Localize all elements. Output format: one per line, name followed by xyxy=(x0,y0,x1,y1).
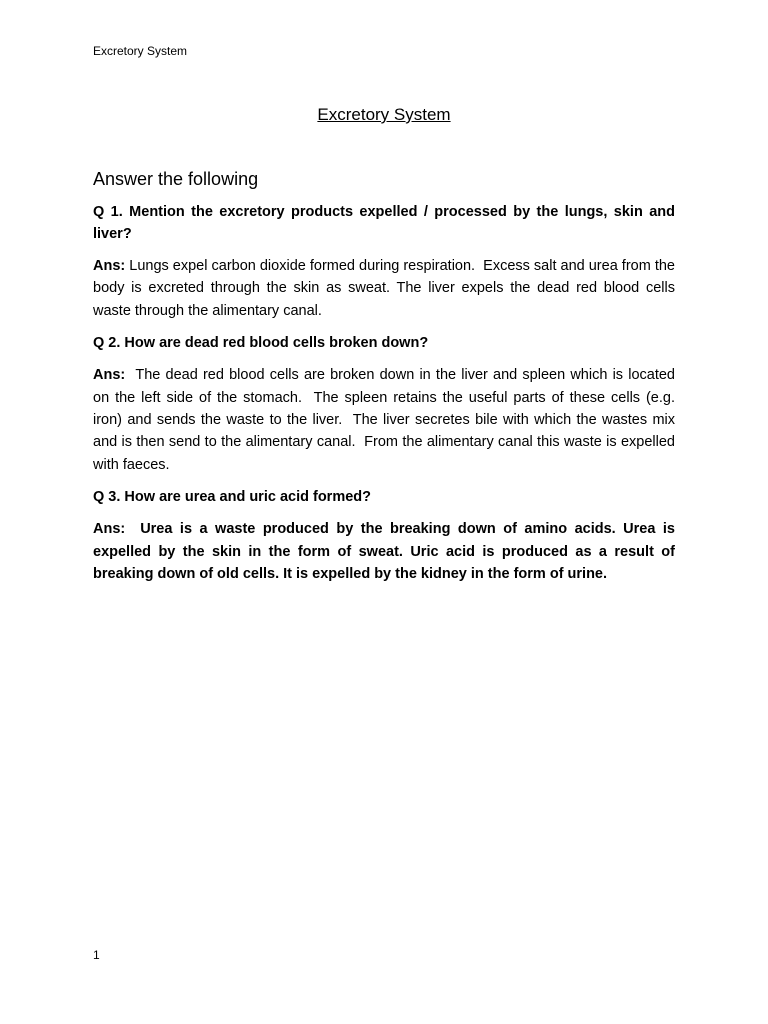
running-header: Excretory System xyxy=(93,44,188,58)
document-body xyxy=(93,167,680,595)
answer-1 xyxy=(93,255,680,322)
answer-label: Ans: xyxy=(93,521,126,538)
question-3: Q 3. How are urea and uric acid formed? xyxy=(93,489,371,506)
answer-label: Ans: xyxy=(93,258,126,274)
question-2: Q 2. How are dead red blood cells broken down? xyxy=(93,335,429,352)
answer-3 xyxy=(93,518,680,585)
section-heading: Answer the following xyxy=(93,169,259,189)
answer-text: The dead red blood cells are broken down in the liver and spleen which is located on the left side of the stomach. The spleen retains the useful parts of these cells (e.g. iron) and sends the waste to the liver. The liver secretes bile with which the wastes mix and is then send to the alimentary canal. From the alimentary canal this waste is expelled with faeces. xyxy=(93,367,680,473)
document-title: Excretory System xyxy=(317,105,451,124)
answer-text: Lungs expel carbon dioxide formed during respiration. Excess salt and urea from the body is excreted through the skin as sweat. The liver expels the dead red blood cells waste through the alimentary canal. xyxy=(93,258,680,319)
answer-2 xyxy=(93,364,680,476)
question-1: Q 1. Mention the excretory products expelled / processed by the lungs, skin and liver? xyxy=(93,204,675,242)
answer-text: Urea is a waste produced by the breaking down of amino acids. Urea is expelled by the skin in the form of sweat. Uric acid is produced as a result of breaking down of old cells. It is expelled by the kidney in the form of urine. xyxy=(93,521,680,583)
answer-label: Ans: xyxy=(93,367,126,384)
page-number: 1 xyxy=(93,948,100,962)
